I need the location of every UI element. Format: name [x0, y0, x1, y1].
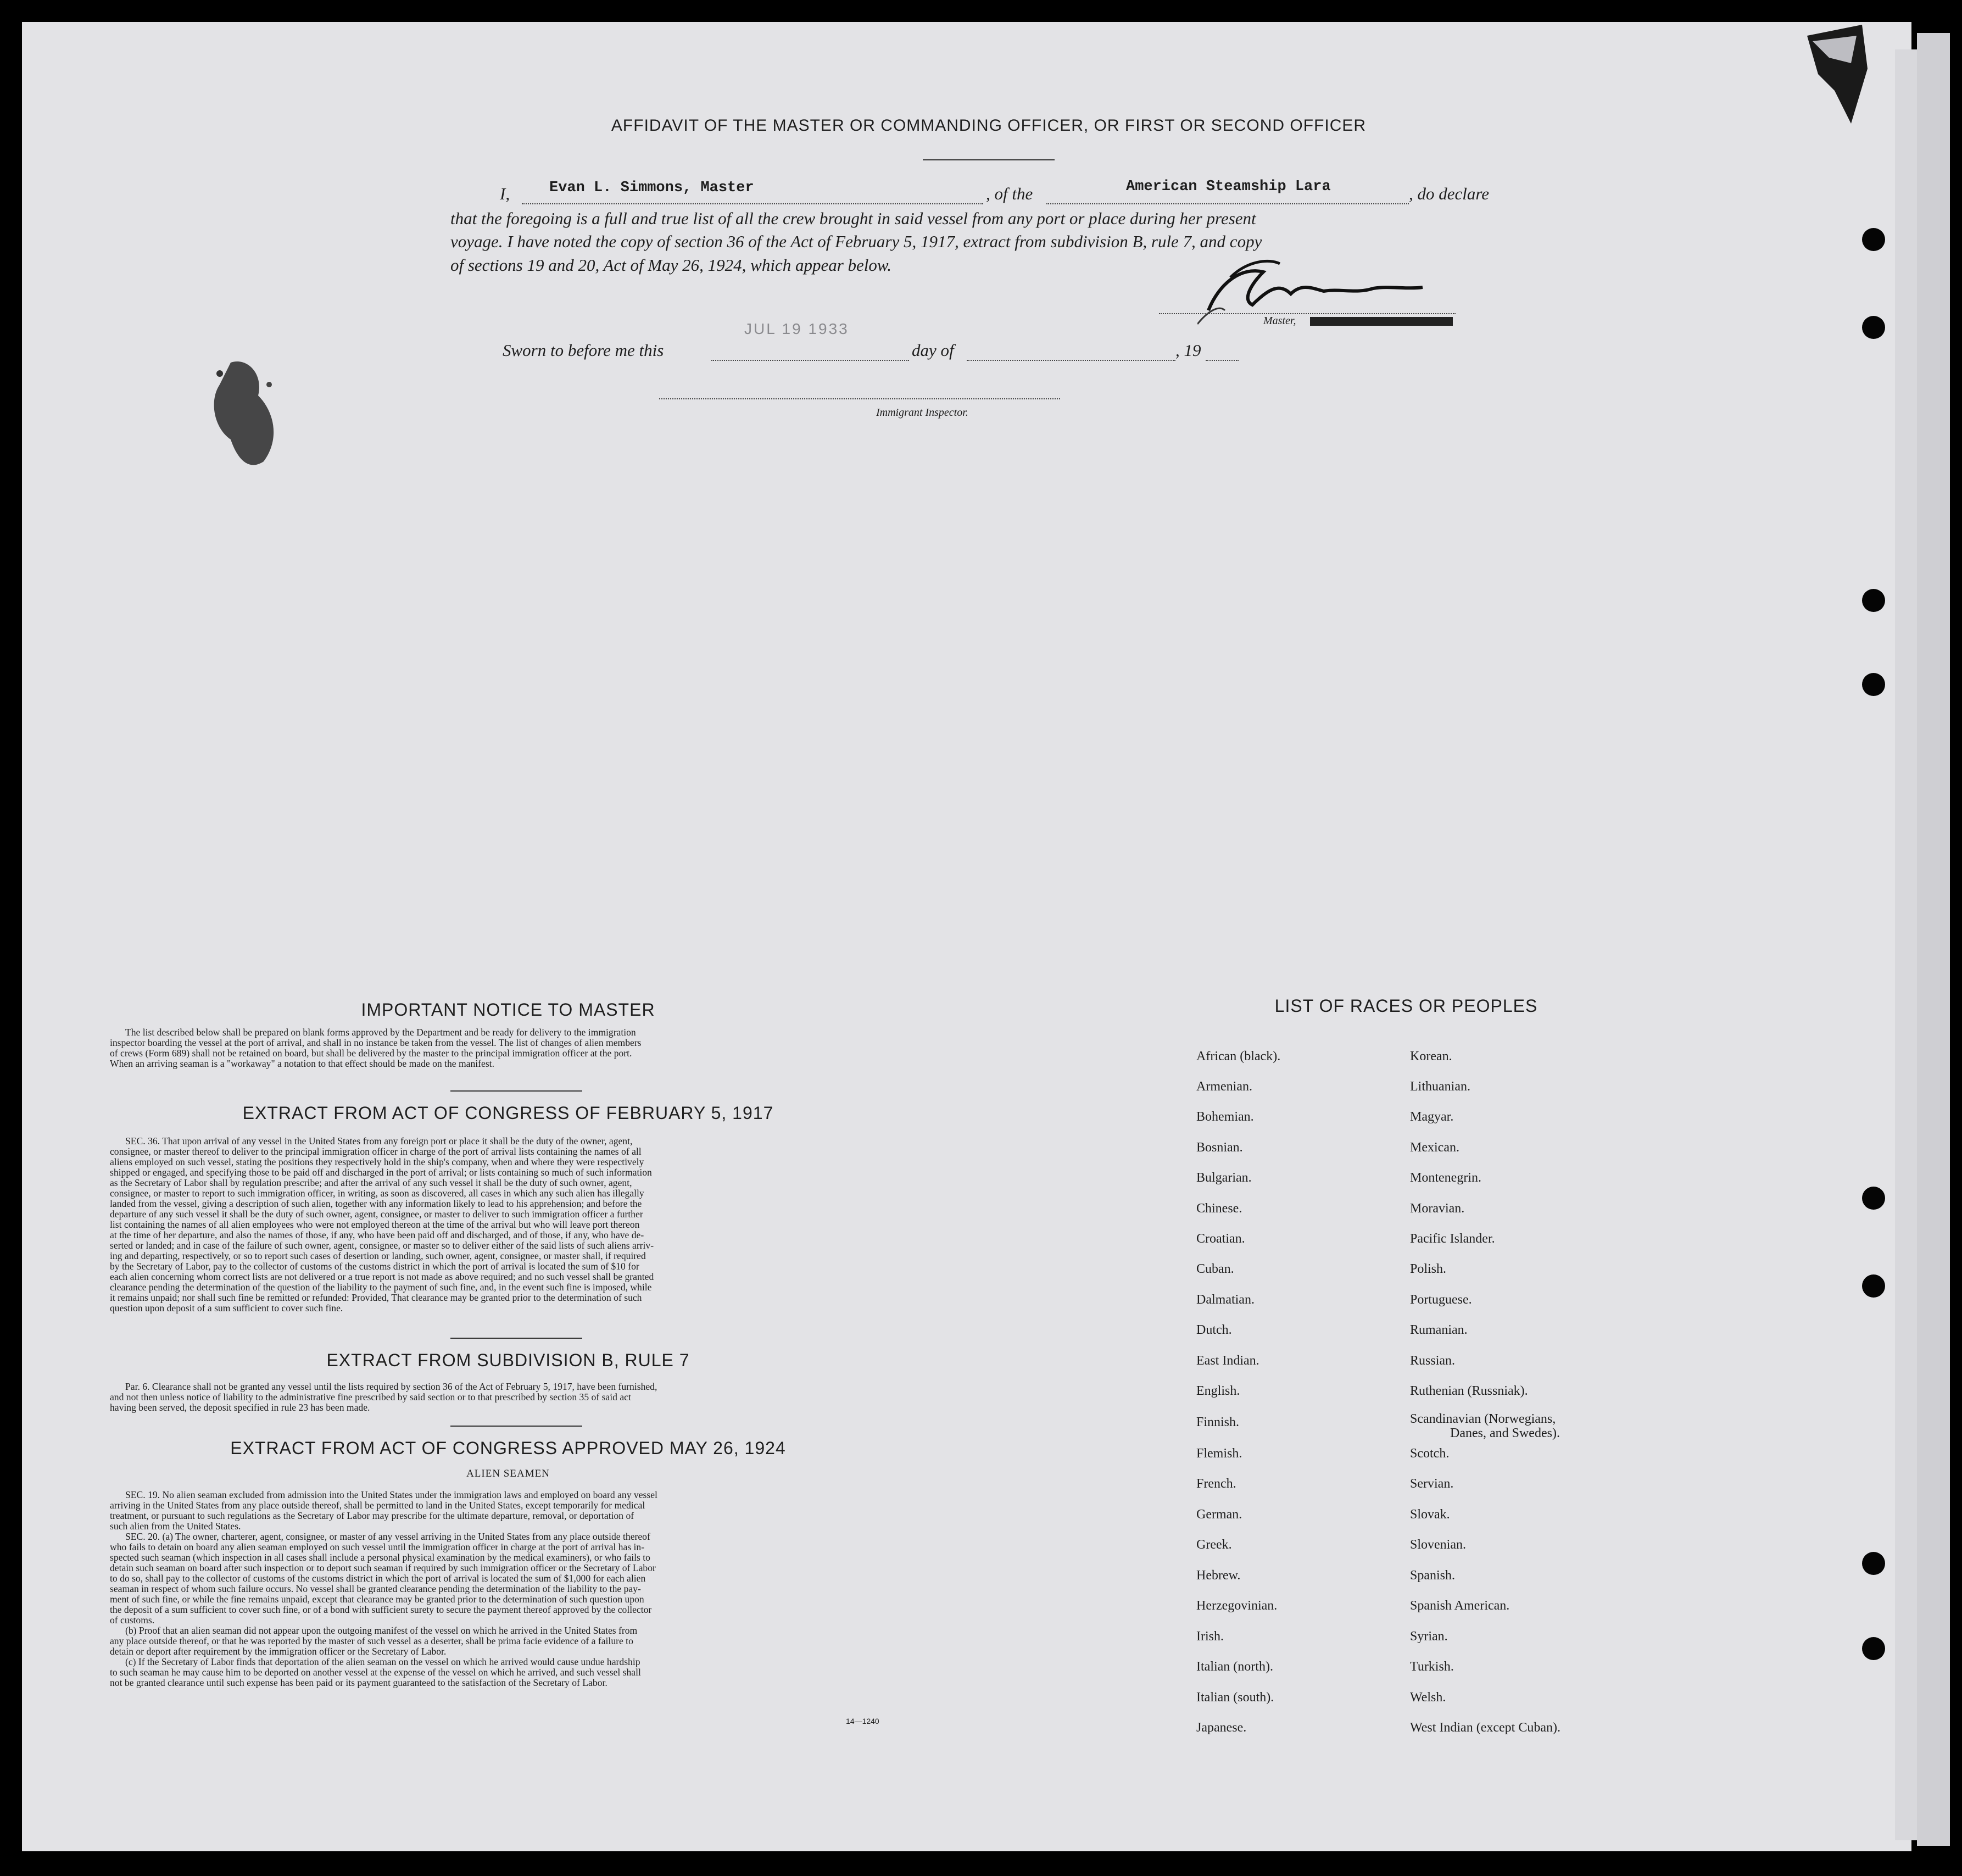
- race-item: Dalmatian.: [1196, 1293, 1255, 1307]
- form-number: 14—1240: [846, 1717, 879, 1725]
- notice-line: of crews (Form 689) shall not be retained on board, but shall be delivered by the master to the principal immigration officer at the port.: [110, 1048, 632, 1059]
- race-item: Russian.: [1410, 1354, 1456, 1368]
- race-item: Slovenian.: [1410, 1538, 1466, 1552]
- law-line: having been served, the deposit specified in rule 23 has been made.: [110, 1402, 370, 1413]
- year-line: [1206, 360, 1239, 361]
- law-line: list containing the names of all alien employees who were not employed thereon at the time of the arrival but who will leave port thereon: [110, 1219, 640, 1230]
- paper-edge-back: [1917, 33, 1950, 1846]
- extract-rule7-body: [110, 1382, 917, 1413]
- divider: [450, 1090, 582, 1092]
- binding-hole: [1862, 589, 1885, 612]
- race-item: Croatian.: [1196, 1232, 1245, 1246]
- law-line: of customs.: [110, 1615, 155, 1626]
- affidavit-of-the: , of the: [986, 184, 1033, 203]
- race-item: African (black).: [1196, 1049, 1281, 1064]
- race-item: Moravian.: [1410, 1201, 1465, 1216]
- race-item: Dutch.: [1196, 1323, 1232, 1337]
- race-item: Spanish.: [1410, 1568, 1456, 1583]
- paper-edge: [1895, 49, 1917, 1840]
- law-line: detain or deport after requirement by the immigration officer or the Secretary of Labor.: [110, 1646, 447, 1657]
- divider: [450, 1426, 582, 1427]
- binding-hole: [1862, 1274, 1885, 1298]
- race-item: Turkish.: [1410, 1660, 1454, 1674]
- law-line: and not then unless notice of liability to the administrative fine prescribed by said section or to that prescribed by section 35 of said act: [110, 1391, 631, 1402]
- date-stamp: JUL 19 1933: [744, 320, 849, 337]
- law-line: ing and departing, respectively, or so to report such cases of desertion or landing, such owner, agent, consignee, or master shall, if required: [110, 1250, 646, 1261]
- race-item: Mexican.: [1410, 1140, 1459, 1155]
- binding-hole: [1862, 228, 1885, 251]
- races-title: LIST OF RACES OR PEOPLES: [1274, 996, 1538, 1016]
- race-item: Herzegovinian.: [1196, 1599, 1278, 1613]
- race-item: Bosnian.: [1196, 1140, 1243, 1155]
- race-item: Polish.: [1410, 1262, 1447, 1276]
- notice-line: The list described below shall be prepared on blank forms approved by the Department and be ready for delivery to the immigration: [125, 1027, 636, 1038]
- race-item: English.: [1196, 1384, 1240, 1398]
- race-item: Magyar.: [1410, 1110, 1454, 1124]
- race-item: Greek.: [1196, 1538, 1232, 1552]
- sworn-day-line: [711, 360, 909, 361]
- race-item: Scandinavian (Norwegians,: [1410, 1412, 1556, 1426]
- law-line: (c) If the Secretary of Labor finds that deportation of the alien seaman on the vessel on which he arrived would cause undue hardship: [125, 1656, 640, 1667]
- binding-hole: [1862, 1637, 1885, 1660]
- law-line: SEC. 20. (a) The owner, charterer, agent, consignee, or master of any vessel arriving in the United States from any place outside thereof: [125, 1531, 650, 1542]
- affidavit-do-declare: , do declare: [1409, 184, 1490, 203]
- vessel-name: American Steamship Lara: [1126, 179, 1331, 195]
- race-item: Danes, and Swedes).: [1450, 1426, 1560, 1440]
- affidavit-line2: that the foregoing is a full and true list of all the crew brought in said vessel from any port or place during her present: [450, 209, 1256, 228]
- month-line: [967, 360, 1175, 361]
- law-line: treatment, or pursuant to such regulations as the Secretary of Labor may prescribe for the ultimate departure, removal, or deportation of: [110, 1510, 634, 1521]
- law-line: such alien from the United States.: [110, 1521, 241, 1532]
- binding-hole: [1862, 1187, 1885, 1210]
- race-item: Spanish American.: [1410, 1599, 1510, 1613]
- struck-out-text: [1310, 317, 1453, 326]
- vessel-line: [1046, 203, 1409, 204]
- inspector-line: [659, 398, 1060, 399]
- law-line: (b) Proof that an alien seaman did not appear upon the outgoing manifest of the vessel on which he arrived in the United States from: [125, 1625, 638, 1636]
- law-line: question upon deposit of a sum sufficient to cover such fine.: [110, 1302, 343, 1313]
- law-line: it remains unpaid; nor shall such fine be remitted or refunded: Provided, That clearance may be granted prior to the determination of such: [110, 1292, 642, 1303]
- extract-1924-body: [110, 1490, 917, 1688]
- race-item: Welsh.: [1410, 1690, 1446, 1705]
- affidavit-i: I,: [500, 184, 510, 203]
- race-item: Syrian.: [1410, 1629, 1448, 1644]
- law-line: seaman in respect of whom such failure occurs. No vessel shall be granted clearance pending the determination of the liability to the pay-: [110, 1583, 641, 1594]
- inspector-label: Immigrant Inspector.: [876, 407, 968, 419]
- affidavit-line4: of sections 19 and 20, Act of May 26, 1924, which appear below.: [450, 255, 892, 275]
- law-line: detain such seaman on board after such inspection or to deport such seaman if required by such immigration officer or the Secretary of Labor: [110, 1562, 656, 1573]
- master-name: Evan L. Simmons, Master: [549, 180, 754, 196]
- master-label: Master,: [1263, 315, 1296, 327]
- law-line: clearance pending the determination of the question of the liability to the payment of such fine, and, in the event such fine is imposed, while: [110, 1282, 652, 1293]
- year-prefix: , 19: [1175, 341, 1201, 360]
- extract-rule7-title: EXTRACT FROM SUBDIVISION B, RULE 7: [326, 1350, 690, 1370]
- law-line: SEC. 36. That upon arrival of any vessel in the United States from any foreign port or place it shall be the duty of the owner, agent,: [125, 1135, 633, 1146]
- race-item: Pacific Islander.: [1410, 1232, 1495, 1246]
- law-line: any place outside thereof, or that he was reported by the master of such vessel as a deserter, shall be prima facie evidence of a failure to: [110, 1635, 633, 1646]
- race-item: Italian (south).: [1196, 1690, 1274, 1705]
- law-line: arriving in the United States from any place outside thereof, shall be permitted to land in the United States, except temporarily for medical: [110, 1500, 645, 1511]
- race-item: Flemish.: [1196, 1446, 1242, 1461]
- law-line: to do so, shall pay to the collector of customs of the customs district in which the port of arrival is located the sum of $1,000 for each alien: [110, 1573, 646, 1584]
- race-item: Montenegrin.: [1410, 1171, 1481, 1185]
- law-line: each alien concerning whom correct lists are not delivered or a true report is not made as above required; and no such vessel shall be granted: [110, 1271, 654, 1282]
- law-line: SEC. 19. No alien seaman excluded from admission into the United States under the immigration laws and employed on board any vessel: [125, 1489, 657, 1500]
- name-line: [522, 203, 983, 204]
- torn-corner: [1796, 25, 1873, 129]
- race-item: French.: [1196, 1477, 1236, 1491]
- race-item: Lithuanian.: [1410, 1079, 1470, 1094]
- race-item: German.: [1196, 1507, 1242, 1522]
- law-line: ment of such fine, or while the fine remains unpaid, except that clearance may be granted prior to the determination of such question upon: [110, 1594, 644, 1605]
- law-line: by the Secretary of Labor, pay to the collector of customs of the customs district in which the port of arrival is located the sum of $10 for: [110, 1261, 639, 1272]
- race-item: Hebrew.: [1196, 1568, 1241, 1583]
- race-item: Korean.: [1410, 1049, 1452, 1064]
- binding-hole: [1862, 673, 1885, 696]
- race-item: Slovak.: [1410, 1507, 1450, 1522]
- law-line: to such seaman he may cause him to be deported on another vessel at the expense of the vessel on which he arrived, and such vessel shall: [110, 1667, 641, 1678]
- law-line: who fails to detain on board any alien seaman employed on such vessel until the immigration officer in charge at the port of arrival has in-: [110, 1541, 645, 1552]
- signature-line: [1159, 313, 1456, 314]
- divider: [923, 159, 1055, 160]
- race-item: Irish.: [1196, 1629, 1224, 1644]
- law-line: departure of any such vessel it shall be the duty of such owner, agent, consignee, or master to deliver to such immigration officer a further: [110, 1209, 643, 1220]
- divider: [450, 1338, 582, 1339]
- extract-1924-title: EXTRACT FROM ACT OF CONGRESS APPROVED MAY 26, 1924: [230, 1438, 786, 1458]
- race-item: Rumanian.: [1410, 1323, 1468, 1337]
- law-line: consignee, or master thereof to deliver to the principal immigration officer in charge of the port of arrival lists containing the names of all: [110, 1146, 642, 1157]
- law-line: the deposit of a sum sufficient to cover such fine, or of a bond with sufficient surety to secure the payment thereof approved by the collector: [110, 1604, 652, 1615]
- notice-title: IMPORTANT NOTICE TO MASTER: [361, 1000, 655, 1020]
- race-item: Chinese.: [1196, 1201, 1242, 1216]
- race-item: Scotch.: [1410, 1446, 1450, 1461]
- notice-line: inspector boarding the vessel at the port of arrival, and shall in no instance be taken from the vessel. The list of changes of alien members: [110, 1037, 642, 1048]
- affidavit-heading: AFFIDAVIT OF THE MASTER OR COMMANDING OFFICER, OR FIRST OR SECOND OFFICER: [611, 116, 1367, 135]
- race-item: Servian.: [1410, 1477, 1454, 1491]
- law-line: consignee, or master to report to such immigration officer, in writing, as soon as discovered, all cases in which any such alien has illegally: [110, 1188, 644, 1199]
- ink-smudge: [198, 352, 286, 478]
- extract-1917-title: EXTRACT FROM ACT OF CONGRESS OF FEBRUARY 5, 1917: [242, 1103, 774, 1123]
- race-item: Portuguese.: [1410, 1293, 1472, 1307]
- race-item: Armenian.: [1196, 1079, 1252, 1094]
- race-item: Finnish.: [1196, 1415, 1240, 1429]
- race-item: Cuban.: [1196, 1262, 1234, 1276]
- binding-hole: [1862, 316, 1885, 339]
- alien-seamen-subtitle: ALIEN SEAMEN: [466, 1468, 550, 1479]
- day-of-text: day of: [912, 341, 954, 360]
- race-item: West Indian (except Cuban).: [1410, 1721, 1560, 1735]
- law-line: as the Secretary of Labor shall by regulation prescribe; and after the arrival of any such vessel it shall be the duty of such owner, agent,: [110, 1177, 632, 1188]
- law-line: landed from the vessel, giving a description of such alien, together with any information likely to lead to his apprehension; and before the: [110, 1198, 642, 1209]
- law-line: not be granted clearance until such expense has been paid or its payment guaranteed to the satisfaction of the Secretary of Labor.: [110, 1677, 607, 1688]
- race-item: East Indian.: [1196, 1354, 1259, 1368]
- law-line: serted or landed; and in case of the failure of such owner, agent, consignee, or master so to deliver either of the said lists of such aliens arriv-: [110, 1240, 654, 1251]
- race-item: Ruthenian (Russniak).: [1410, 1384, 1528, 1398]
- law-line: Par. 6. Clearance shall not be granted any vessel until the lists required by section 36 of the Act of February 5, 1917, have been furnished,: [125, 1381, 657, 1392]
- affidavit-line3: voyage. I have noted the copy of section 36 of the Act of February 5, 1917, extract from subdivision B, rule 7, and copy: [450, 232, 1262, 251]
- race-item: Italian (north).: [1196, 1660, 1273, 1674]
- law-line: aliens employed on such vessel, stating the positions they respectively hold in the ship's company, when and where they were respectively: [110, 1156, 644, 1167]
- notice-line: When an arriving seaman is a "workaway" a notation to that effect should be made on the manifest.: [110, 1058, 494, 1069]
- sworn-text: Sworn to before me this: [503, 341, 664, 360]
- law-line: spected such seaman (which inspection in all cases shall include a personal physical examination by the medical examiners), or who fails to: [110, 1552, 650, 1563]
- law-line: at the time of her departure, and also the names of those, if any, who have been paid off and discharged, and of those, if any, who have de-: [110, 1229, 644, 1240]
- notice-body: [110, 1027, 917, 1069]
- binding-hole: [1862, 1552, 1885, 1575]
- master-signature: [1197, 250, 1456, 327]
- race-item: Japanese.: [1196, 1721, 1247, 1735]
- law-line: shipped or engaged, and specifying those to be paid off and discharged in the port of arrival; or lists containing so much of such information: [110, 1167, 652, 1178]
- extract-1917-body: [110, 1136, 917, 1313]
- race-item: Bulgarian.: [1196, 1171, 1252, 1185]
- race-item: Bohemian.: [1196, 1110, 1254, 1124]
